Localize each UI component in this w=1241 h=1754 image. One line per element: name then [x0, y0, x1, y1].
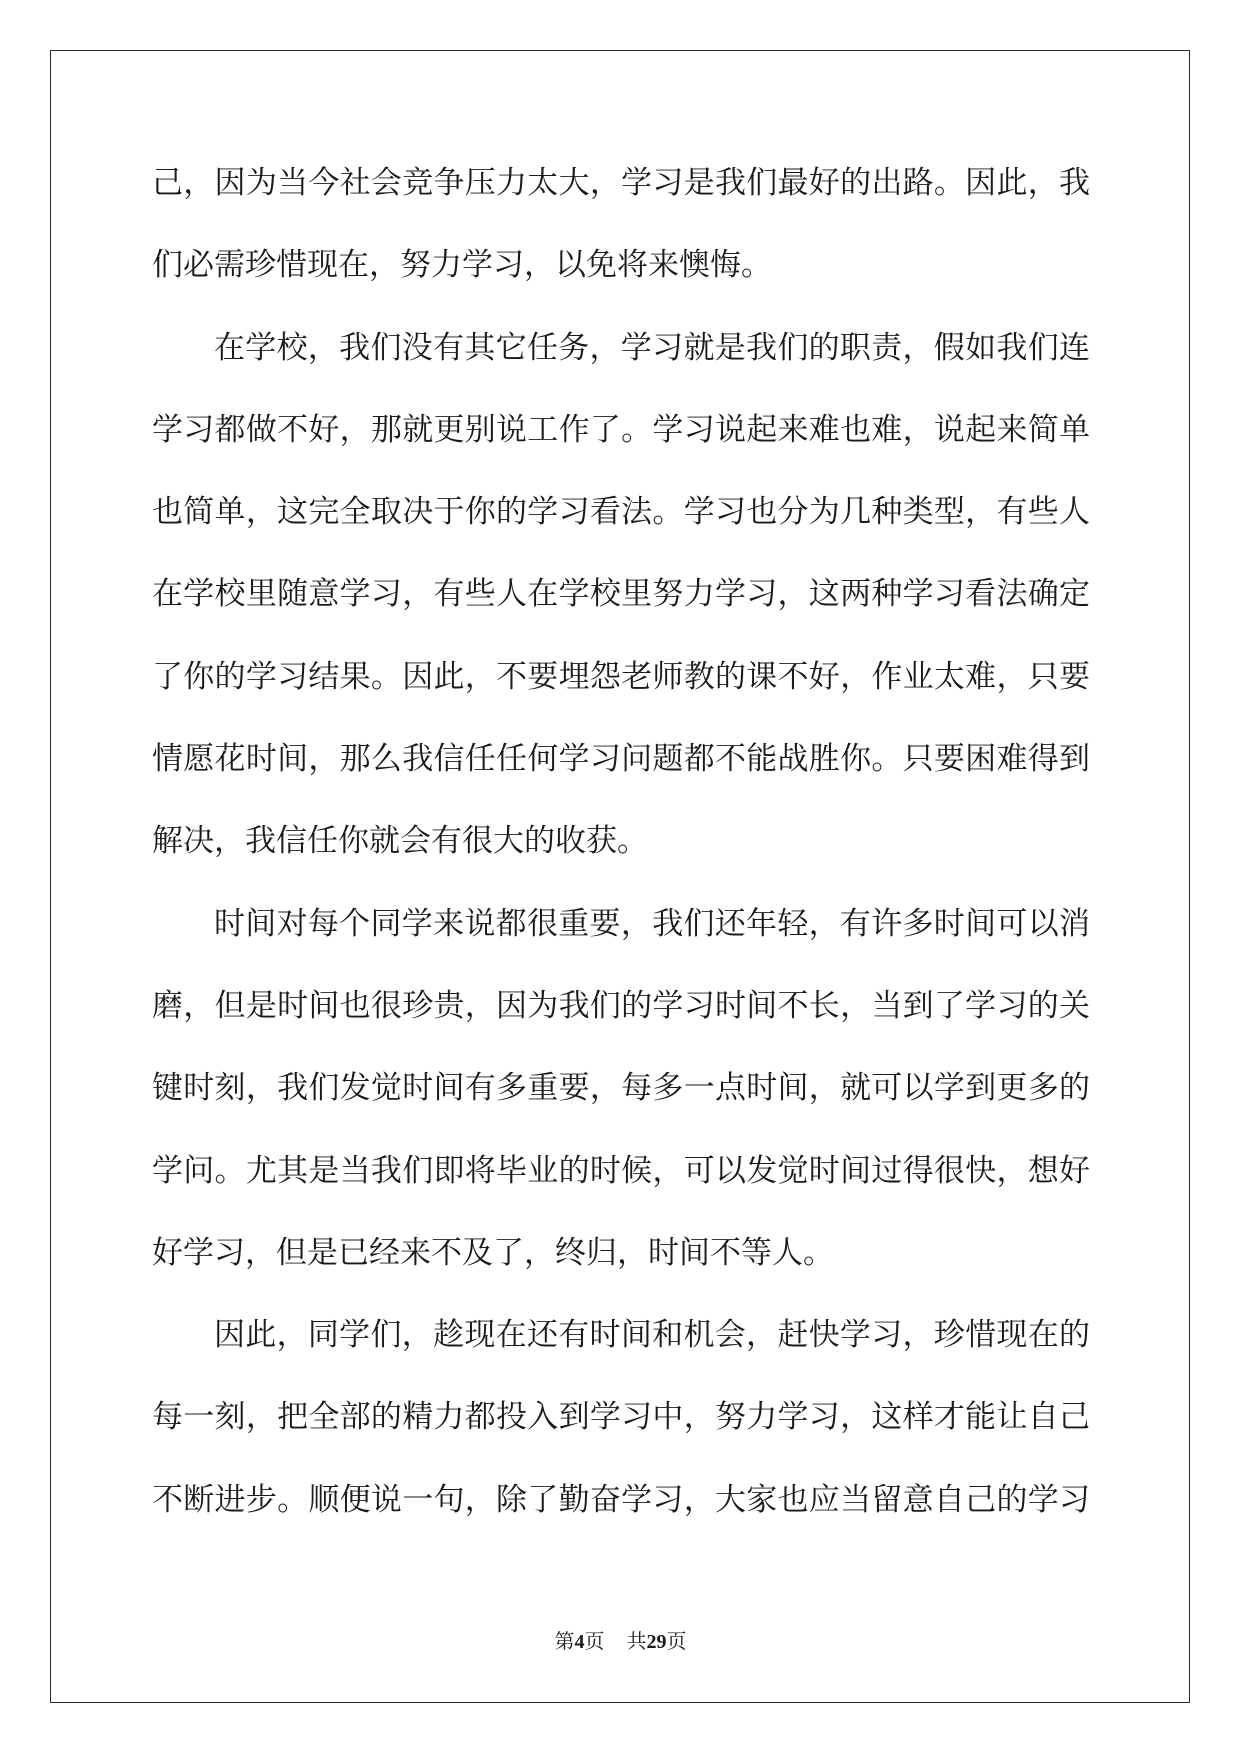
text-line: 因此，同学们，趁现在还有时间和机会，赶快学习，珍惜现在的 [214, 1317, 1090, 1354]
text-line: 情愿花时间，那么我信任任何学习问题都不能战胜你。只要困难得到 [152, 741, 1090, 778]
page-prefix: 第 [554, 1631, 575, 1653]
text-line: 好学习，但是已经来不及了，终归，时间不等人。 [152, 1234, 834, 1271]
text-line: 不断进步。顺便说一句，除了勤奋学习，大家也应当留意自己的学习 [152, 1481, 1090, 1518]
text-line: 键时刻，我们发觉时间有多重要，每多一点时间，就可以学到更多的 [152, 1070, 1090, 1107]
text-line: 在学校里随意学习，有些人在学校里努力学习，这两种学习看法确定 [152, 576, 1090, 613]
text-line: 了你的学习结果。因此，不要埋怨老师教的课不好，作业太难，只要 [152, 658, 1090, 695]
text-line: 们必需珍惜现在，努力学习，以免将来懊悔。 [152, 247, 772, 284]
text-line: 时间对每个同学来说都很重要，我们还年轻，有许多时间可以消 [214, 905, 1090, 942]
total-suffix: 页 [666, 1631, 687, 1653]
text-line: 在学校，我们没有其它任务，学习就是我们的职责，假如我们连 [214, 329, 1090, 366]
text-line: 己，因为当今社会竞争压力太大，学习是我们最好的出路。因此，我 [152, 165, 1090, 201]
page-number: 4 [574, 1631, 585, 1653]
text-line: 每一刻，把全部的精力都投入到学习中，努力学习，这样才能让自己 [152, 1399, 1090, 1436]
text-line: 学问。尤其是当我们即将毕业的时候，可以发觉时间过得很快，想好 [152, 1152, 1090, 1189]
text-line: 磨，但是时间也很珍贵，因为我们的学习时间不长，当到了学习的关 [152, 987, 1090, 1024]
text-line: 解决，我信任你就会有很大的收获。 [152, 823, 648, 860]
page-suffix: 页 [584, 1631, 605, 1653]
document-body [152, 163, 1090, 1562]
total-prefix: 共 [626, 1631, 647, 1653]
total-pages: 29 [646, 1631, 667, 1653]
page-footer [0, 1625, 1241, 1654]
text-line: 学习都做不好，那就更别说工作了。学习说起来难也难，说起来简单 [152, 411, 1090, 448]
text-line: 也简单，这完全取决于你的学习看法。学习也分为几种类型，有些人 [152, 494, 1090, 531]
